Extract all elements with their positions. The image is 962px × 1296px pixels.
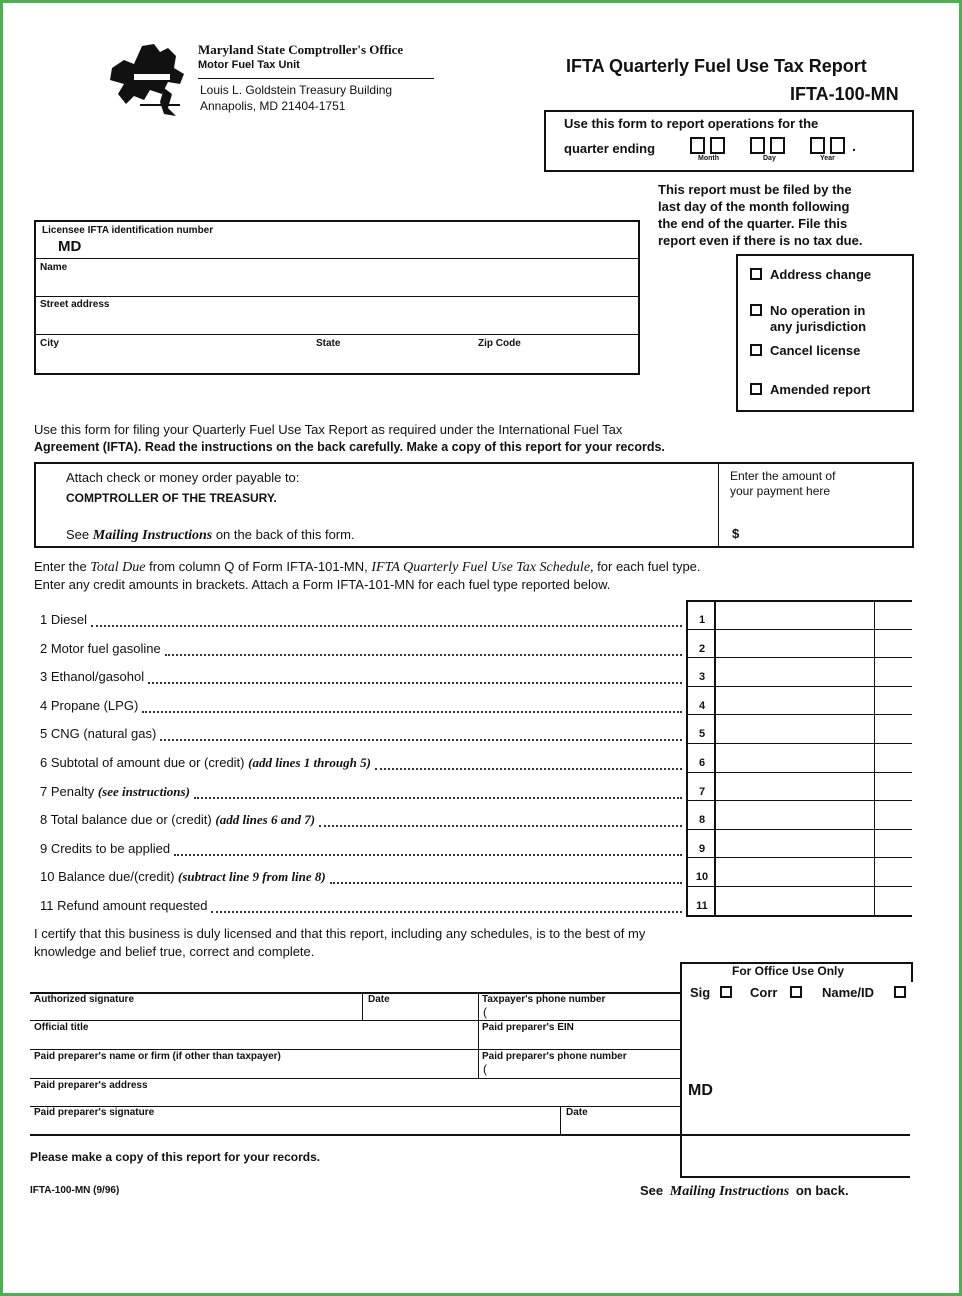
line-11-number: 11 <box>696 900 708 912</box>
line-11-amount-field[interactable] <box>716 888 872 914</box>
line-8-number: 8 <box>698 814 706 827</box>
line-6-row-divider <box>686 743 912 744</box>
name-label: Name <box>40 262 68 273</box>
office-sig-label: Sig <box>690 985 711 1000</box>
taxpayer-phone-paren[interactable]: ( <box>483 1005 487 1019</box>
line-9-row-divider <box>686 829 912 830</box>
form-id: IFTA-100-MN <box>790 84 899 104</box>
line-2-number: 2 <box>698 642 706 655</box>
line-3-number: 3 <box>698 671 706 684</box>
line-10-cents-field[interactable] <box>876 859 910 885</box>
line-4-cents-field[interactable] <box>876 688 910 714</box>
sig-phone-divider <box>478 992 479 1078</box>
office-name-id-label: Name/ID <box>822 985 875 1000</box>
line-6-amount-field[interactable] <box>716 745 872 771</box>
line-1-cents-field[interactable] <box>876 602 910 628</box>
footer-copy-note: Please make a copy of this report for your records. <box>30 1150 321 1164</box>
preparer-phone-label: Paid preparer's phone number <box>482 1051 627 1062</box>
payment-dollar-sign[interactable]: $ <box>732 526 740 541</box>
agency-building: Louis L. Goldstein Treasury Building <box>200 83 393 97</box>
line-3-leader-dots <box>148 682 682 684</box>
instructions-line-2: Enter any credit amounts in brackets. Attach a Form IFTA-101-MN for each fuel type reported below. <box>34 577 611 592</box>
agency-divider <box>198 78 434 79</box>
line-10-leader-dots <box>330 882 682 884</box>
line-7-cents-field[interactable] <box>876 774 910 800</box>
address-change-checkbox[interactable] <box>750 268 762 280</box>
footer-mailing-note: See Mailing Instructions on back. <box>640 1183 849 1199</box>
line-7-number: 7 <box>698 785 706 798</box>
cancel-license-label: Cancel license <box>770 343 861 358</box>
payee-text: COMPTROLLER OF THE TREASURY. <box>66 491 277 505</box>
line-5-leader-dots <box>160 739 682 741</box>
no-operation-checkbox[interactable] <box>750 304 762 316</box>
preparer-signature-label: Paid preparer's signature <box>34 1107 155 1118</box>
line-8-label: 8 Total balance due or (credit) (add lines 6 and 7) <box>40 812 316 828</box>
line-1-leader-dots <box>91 625 682 627</box>
certify-line-1: I certify that this business is duly licensed and that this report, including any schedules, is to the best of my <box>34 926 646 941</box>
line-3-cents-field[interactable] <box>876 659 910 685</box>
office-box-left <box>680 962 682 1176</box>
no-operation-label: No operation in any jurisdiction <box>770 303 867 334</box>
instructions-line-1: Enter the Total Due from column Q of Form IFTA-101-MN, IFTA Quarterly Fuel Use Tax Schedule, for each fuel type. <box>34 559 701 575</box>
signature-line-2 <box>30 1020 680 1021</box>
line-2-cents-field[interactable] <box>876 631 910 657</box>
line-8-row-divider <box>686 800 912 801</box>
filing-note: This report must be filed by the last day of the month following the end of the quarter. File this report even if there is no tax due. <box>658 182 863 248</box>
prep-sig-date-divider <box>560 1106 561 1136</box>
line-3-label: 3 Ethanol/gasohol <box>40 669 145 685</box>
month-label: Month <box>698 155 719 162</box>
sig-date-divider <box>362 992 363 1020</box>
agency-name: Maryland State Comptroller's Office <box>198 42 404 57</box>
ifta-id-label: Licensee IFTA identification number <box>42 225 214 236</box>
signature-line-3 <box>30 1049 680 1050</box>
office-corr-label: Corr <box>750 985 778 1000</box>
intro-line-2: Agreement (IFTA). Read the instructions on the back carefully. Make a copy of this report for your records. <box>34 440 665 454</box>
office-sig-checkbox[interactable] <box>720 986 732 998</box>
signature-line-4 <box>30 1078 680 1079</box>
line-11-leader-dots <box>211 911 682 913</box>
preparer-date-label: Date <box>566 1107 588 1118</box>
office-box-bottom <box>680 1176 910 1178</box>
date-label: Date <box>368 994 390 1005</box>
ifta-id-value[interactable]: MD <box>58 238 82 255</box>
line-3-amount-field[interactable] <box>716 659 872 685</box>
line-2-amount-field[interactable] <box>716 631 872 657</box>
line-2-leader-dots <box>165 654 682 656</box>
quarter-dot: . <box>852 138 856 154</box>
agency-address: Annapolis, MD 21404-1751 <box>200 99 346 113</box>
signature-bottom-line <box>30 1134 910 1136</box>
day-label: Day <box>763 155 776 162</box>
day-digit-1[interactable] <box>750 137 765 154</box>
line-5-row-divider <box>686 714 912 715</box>
line-10-amount-field[interactable] <box>716 859 872 885</box>
line-10-row-divider <box>686 857 912 858</box>
line-3-row-divider <box>686 657 912 658</box>
state-label: State <box>316 338 341 349</box>
id-divider <box>36 258 638 259</box>
line-4-label: 4 Propane (LPG) <box>40 697 139 713</box>
line-9-label: 9 Credits to be applied <box>40 840 171 856</box>
amended-report-checkbox[interactable] <box>750 383 762 395</box>
preparer-phone-paren[interactable]: ( <box>483 1062 487 1076</box>
line-10-number: 10 <box>695 871 709 884</box>
line-5-label: 5 CNG (natural gas) <box>40 726 157 742</box>
authorized-signature-label: Authorized signature <box>34 994 135 1005</box>
preparer-name-label: Paid preparer's name or firm (if other than taxpayer) <box>34 1051 281 1062</box>
month-digit-2[interactable] <box>710 137 725 154</box>
line-grid-bottom <box>686 915 912 917</box>
line-4-number: 4 <box>698 699 706 712</box>
intro-line-1: Use this form for filing your Quarterly Fuel Use Tax Report as required under the International Fuel Tax <box>34 422 623 437</box>
payment-amount-label: Enter the amount of your payment here <box>730 469 836 498</box>
line-9-number: 9 <box>698 842 706 855</box>
cancel-license-checkbox[interactable] <box>750 344 762 356</box>
zip-label: Zip Code <box>478 338 521 349</box>
taxpayer-info-box <box>34 220 640 375</box>
line-11-cents-field[interactable] <box>876 888 910 914</box>
line-4-amount-field[interactable] <box>716 688 872 714</box>
quarter-text: Use this form to report operations for the <box>564 116 819 131</box>
quarter-ending-label: quarter ending <box>564 141 656 156</box>
certify-line-2: knowledge and belief true, correct and complete. <box>34 944 315 959</box>
city-label: City <box>40 338 59 349</box>
line-1-number: 1 <box>698 614 706 626</box>
footer-form-number: IFTA-100-MN (9/96) <box>30 1185 120 1196</box>
name-divider <box>36 296 638 297</box>
line-grid-left-edge <box>686 600 688 916</box>
maryland-seal-logo <box>104 38 194 118</box>
month-digit-1[interactable] <box>690 137 705 154</box>
line-6-leader-dots <box>375 768 682 770</box>
line-5-number: 5 <box>698 728 706 741</box>
mailing-note: See Mailing Instructions on the back of this form. <box>66 527 355 543</box>
office-name-id-checkbox[interactable] <box>894 986 906 998</box>
payment-divider <box>718 464 719 546</box>
line-9-leader-dots <box>174 854 682 856</box>
line-7-label: 7 Penalty (see instructions) <box>40 783 190 799</box>
line-8-leader-dots <box>319 825 682 827</box>
line-grid-cents-edge <box>874 600 875 916</box>
official-title-label: Official title <box>34 1022 89 1033</box>
day-digit-2[interactable] <box>770 137 785 154</box>
line-5-amount-field[interactable] <box>716 716 872 742</box>
preparer-ein-label: Paid preparer's EIN <box>482 1022 574 1033</box>
office-md: MD <box>688 1082 713 1099</box>
line-4-leader-dots <box>142 711 682 713</box>
office-box-right <box>911 962 913 982</box>
line-9-cents-field[interactable] <box>876 831 910 857</box>
line-7-row-divider <box>686 772 912 773</box>
line-8-cents-field[interactable] <box>876 802 910 828</box>
office-use-title: For Office Use Only <box>732 964 845 978</box>
year-digit-1[interactable] <box>810 137 825 154</box>
line-2-label: 2 Motor fuel gasoline <box>40 640 161 656</box>
line-10-label: 10 Balance due/(credit) (subtract line 9 from line 8) <box>40 869 326 885</box>
line-7-leader-dots <box>194 797 682 799</box>
address-change-label: Address change <box>770 267 872 282</box>
line-4-row-divider <box>686 686 912 687</box>
line-11-label: 11 Refund amount requested <box>40 898 208 913</box>
form-title: IFTA Quarterly Fuel Use Tax Report <box>566 56 867 76</box>
line-5-cents-field[interactable] <box>876 716 910 742</box>
office-corr-checkbox[interactable] <box>790 986 802 998</box>
amended-report-label: Amended report <box>770 382 871 397</box>
preparer-address-label: Paid preparer's address <box>34 1080 148 1091</box>
attach-text: Attach check or money order payable to: <box>66 470 300 485</box>
line-6-label: 6 Subtotal of amount due or (credit) (add lines 1 through 5) <box>40 755 371 770</box>
line-9-amount-field[interactable] <box>716 831 872 857</box>
street-divider <box>36 334 638 335</box>
taxpayer-phone-label: Taxpayer's phone number <box>482 994 606 1005</box>
agency-unit: Motor Fuel Tax Unit <box>198 59 300 71</box>
line-1-label: 1 Diesel <box>40 612 87 627</box>
year-digit-2[interactable] <box>830 137 845 154</box>
line-2-row-divider <box>686 629 912 630</box>
line-6-cents-field[interactable] <box>876 745 910 771</box>
line-6-number: 6 <box>698 757 706 769</box>
line-11-row-divider <box>686 886 912 887</box>
year-label: Year <box>820 155 835 162</box>
line-8-amount-field[interactable] <box>716 802 872 828</box>
line-7-amount-field[interactable] <box>716 774 872 800</box>
street-label: Street address <box>40 299 110 310</box>
line-1-amount-field[interactable] <box>716 602 872 628</box>
